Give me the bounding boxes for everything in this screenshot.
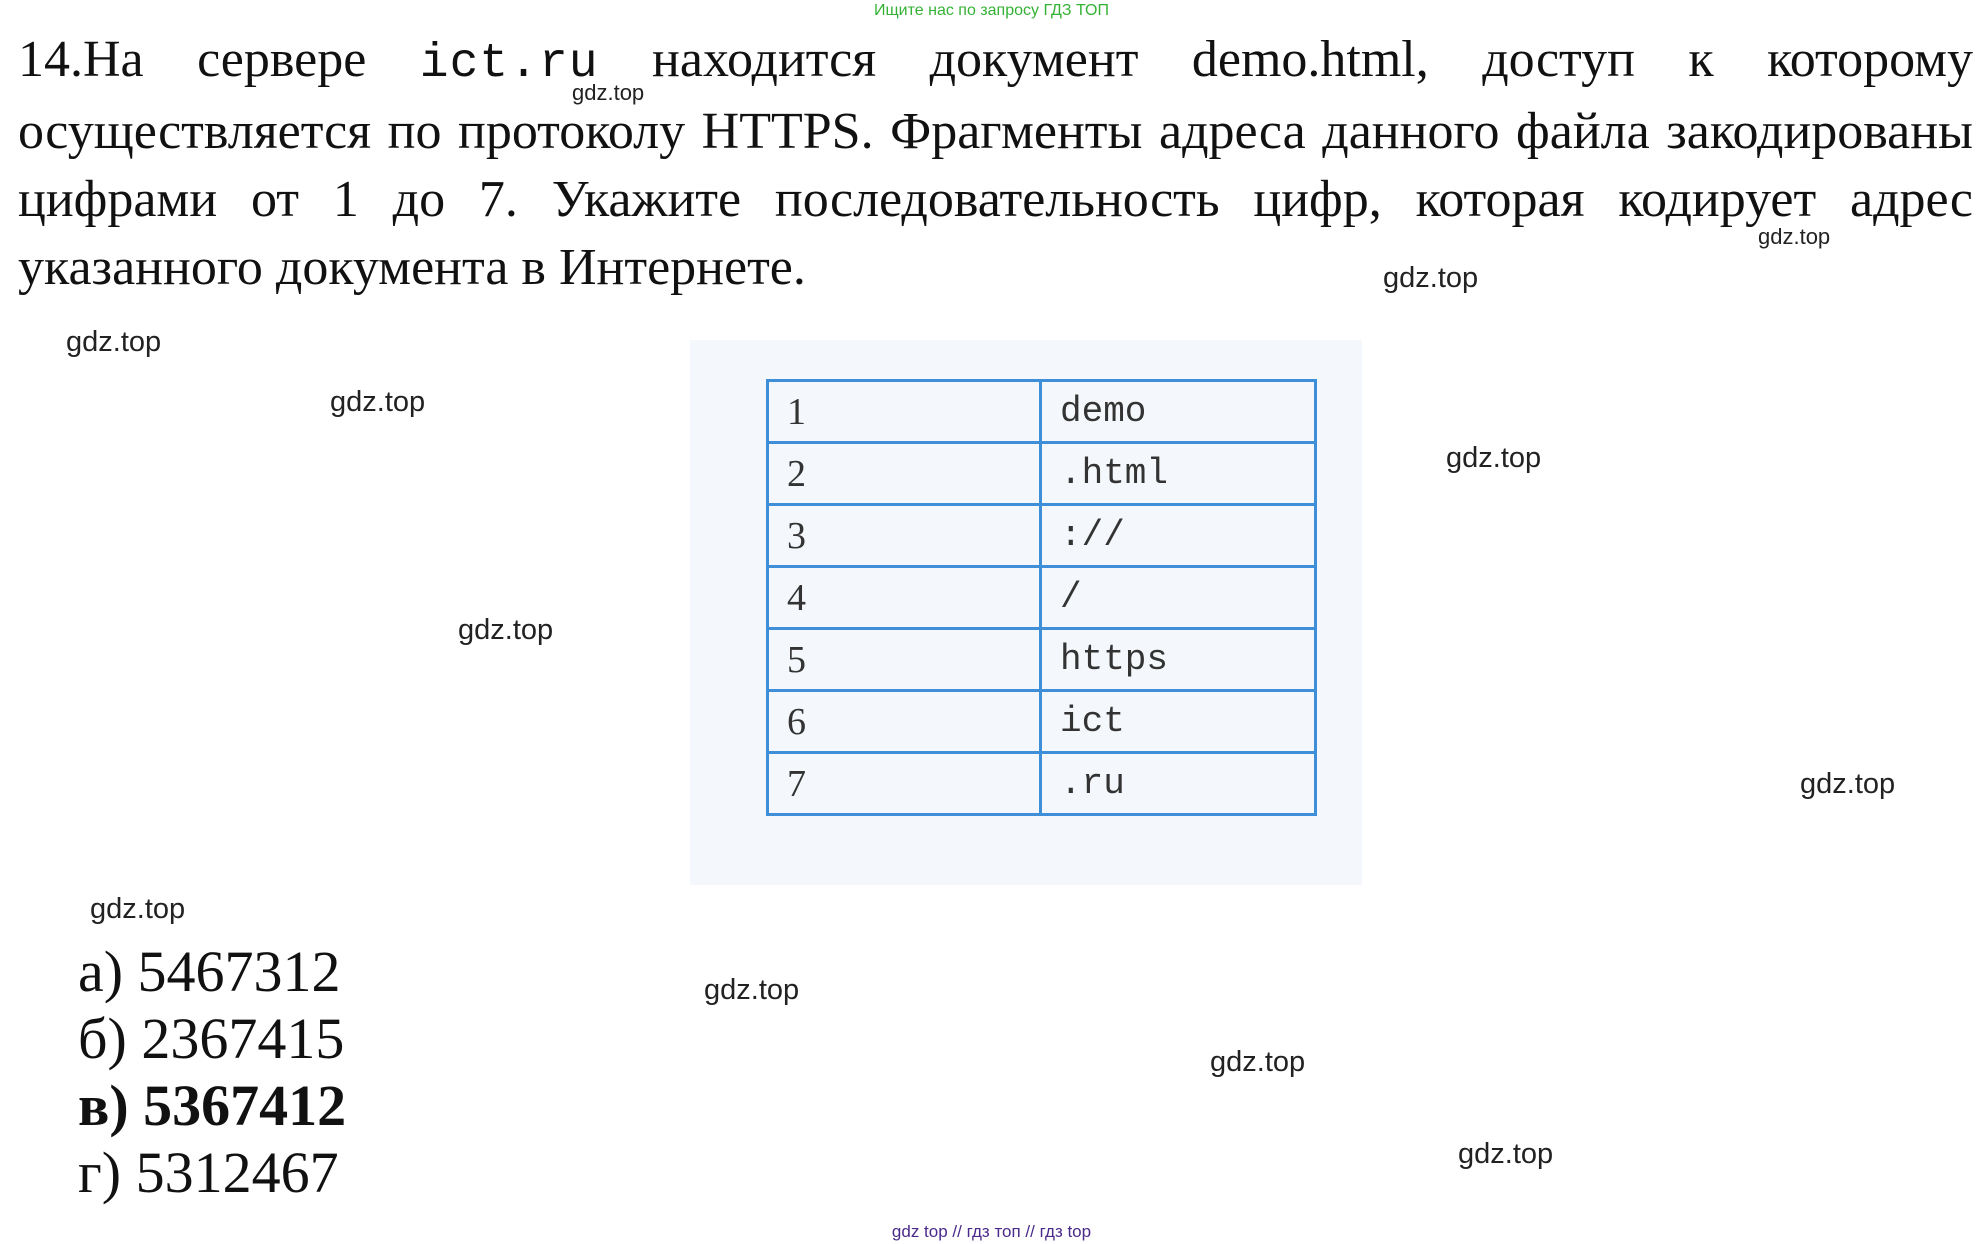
answer-options [78,938,346,1206]
table-row [768,381,1316,443]
question-number: 14. [18,31,83,88]
watermark: gdz.top [90,893,186,925]
watermark: gdz.top [66,326,162,358]
row-fragment: :// [1041,505,1316,567]
answer-b: б) 2367415 [78,1006,345,1071]
top-banner[interactable]: Ищите нас по запросу ГДЗ ТОП [874,2,1109,19]
table-row [768,629,1316,691]
row-number: 7 [768,753,1041,815]
table-row [768,753,1316,815]
row-fragment: https [1041,629,1316,691]
row-fragment: / [1041,567,1316,629]
table-row [768,567,1316,629]
watermark: gdz.top [572,80,645,105]
row-number: 1 [768,381,1041,443]
row-number: 5 [768,629,1041,691]
watermark: gdz.top [1210,1046,1306,1078]
row-number: 3 [768,505,1041,567]
answer-g: г) 5312467 [78,1140,339,1205]
fragments-table [766,379,1317,816]
watermark: gdz.top [1458,1138,1554,1170]
row-fragment: ict [1041,691,1316,753]
watermark: gdz.top [330,386,426,418]
table-row [768,691,1316,753]
row-number: 4 [768,567,1041,629]
answer-v-correct: в) 5367412 [78,1073,347,1138]
watermark: gdz.top [1758,224,1831,249]
row-fragment: .ru [1041,753,1316,815]
watermark: gdz.top [458,614,554,646]
question-text [18,26,1973,302]
bottom-banner[interactable]: gdz top // гдз топ // гдз top [891,1222,1092,1241]
watermark: gdz.top [704,974,800,1006]
row-number: 2 [768,443,1041,505]
question-part1: На сервере [83,31,420,88]
row-number: 6 [768,691,1041,753]
table-row [768,443,1316,505]
question-server: ict.ru [419,37,599,91]
table-row [768,505,1316,567]
watermark: gdz.top [1446,442,1542,474]
watermark: gdz.top [1800,768,1896,800]
question-part2: находится документ demo.html, доступ к которому осуществляется по протоколу HTTPS. Фрагменты адреса данного файла закодированы цифрами от 1 до 7. Укажите последовательность цифр, которая кодирует адрес указанного документа в Интернете. [18,31,1973,296]
watermark: gdz.top [1383,262,1479,294]
row-fragment: .html [1041,443,1316,505]
answer-a: а) 5467312 [78,939,341,1004]
row-fragment: demo [1041,381,1316,443]
